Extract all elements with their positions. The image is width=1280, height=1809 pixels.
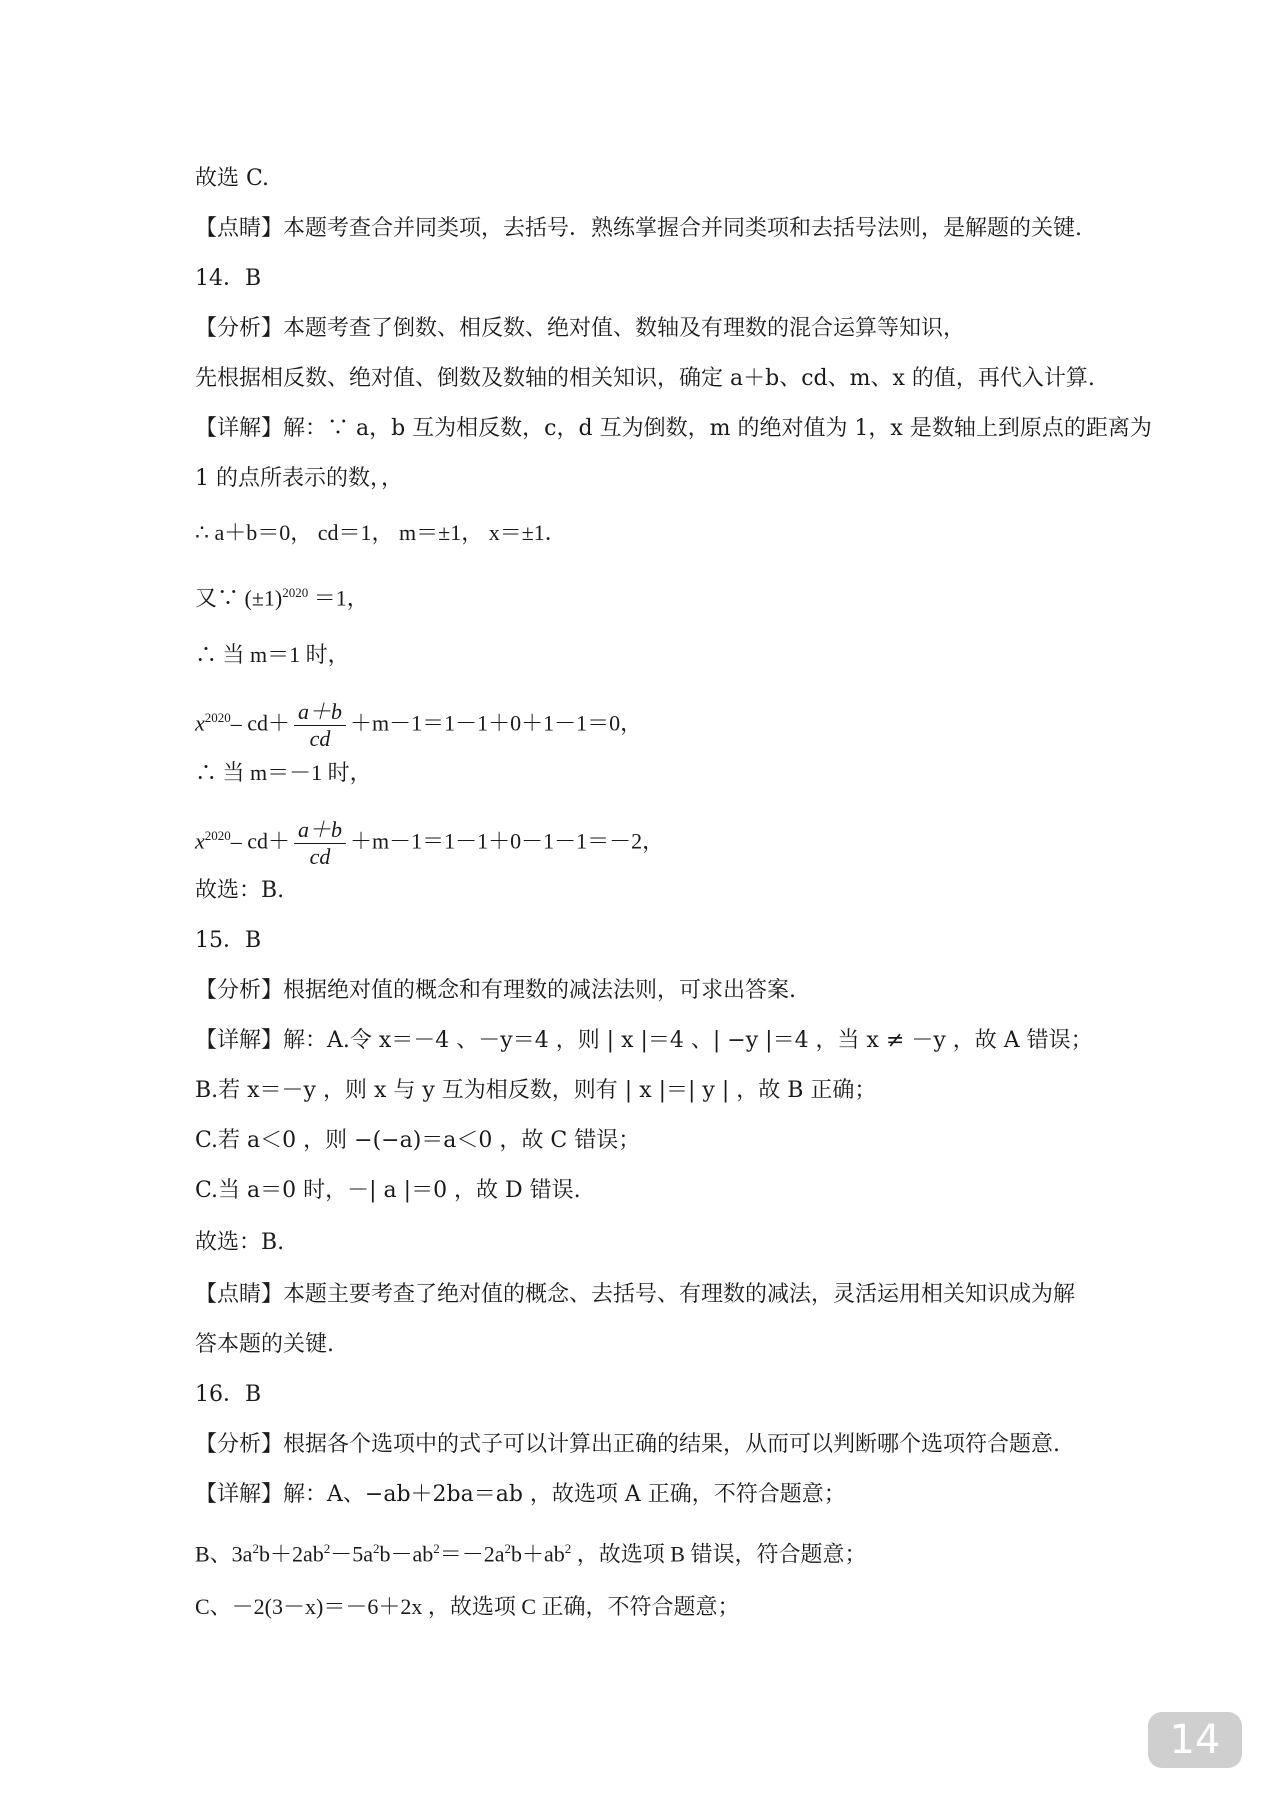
exponent: 2 [564, 1541, 572, 1556]
page-number-badge: 14 [1148, 1712, 1242, 1768]
math-text: x [195, 710, 205, 736]
math-line [195, 1534, 1155, 1569]
exponent: 2 [372, 1541, 380, 1556]
math-line: ∴ 当 m＝－1 时， [195, 760, 372, 785]
text-line: 【分析】根据各个选项中的式子可以计算出正确的结果，从而可以判断哪个选项符合题意. [195, 1432, 1060, 1457]
exponent: 2 [504, 1541, 512, 1556]
text-line: 【分析】根据绝对值的概念和有理数的减法法则，可求出答案. [195, 978, 796, 1003]
math-text: x [195, 828, 205, 854]
text-line: 【分析】本题考查了倒数、相反数、绝对值、数轴及有理数的混合运算等知识， [195, 316, 966, 341]
fraction [294, 817, 346, 870]
fraction-numerator: a＋b [294, 817, 346, 844]
math-text: ，故选项 B 错误，符合题意； [571, 1541, 867, 1567]
math-line [195, 578, 1155, 613]
text-line: C.若 a＜0 ，则 −(−a)＝a＜0 ，故 C 错误； [195, 1128, 641, 1153]
math-text: b＋2ab [258, 1541, 324, 1567]
text-line: 【详解】解：A、−ab＋2ba＝ab ，故选项 A 正确，不符合题意； [195, 1482, 846, 1507]
math-line [195, 688, 1155, 751]
math-text: B、3a [195, 1541, 253, 1567]
exponent: 2020 [204, 710, 231, 725]
math-line: C、－2(3－x)＝－6＋2x ，故选项 C 正确，不符合题意； [195, 1594, 740, 1619]
text-line: C.当 a＝0 时，－| a |＝0 ，故 D 错误. [195, 1178, 581, 1203]
question-number: 16．B [195, 1382, 262, 1407]
math-text: ＝－2a [439, 1541, 505, 1567]
text-line: 【点睛】本题考查合并同类项，去括号．熟练掌握合并同类项和去括号法则，是解题的关键. [195, 216, 1082, 241]
math-text: b＋ab [511, 1541, 565, 1567]
exponent: 2020 [282, 585, 309, 600]
text-line: 1 的点所表示的数，， [195, 466, 403, 491]
fraction [294, 699, 346, 752]
fraction-numerator: a＋b [294, 699, 346, 726]
fraction-denominator: cd [309, 725, 331, 751]
exponent: 2020 [204, 828, 231, 843]
text-line: 故选：B. [195, 878, 285, 903]
math-text: ＋m－1＝1－1＋0－1－1＝－2， [350, 828, 665, 854]
text-line: 【详解】解：∵ a，b 互为相反数，c，d 互为倒数，m 的绝对值为 1，x 是数轴上到原点的距离为 [195, 416, 1152, 441]
exponent: 2 [252, 1541, 259, 1556]
text-line: B.若 x＝－y ，则 x 与 y 互为相反数，则有 | x |＝| y | ，故 B 正确； [195, 1078, 877, 1103]
math-text: ＝1， [308, 585, 369, 611]
question-number: 15．B [195, 928, 262, 953]
text-line: 故选：B. [195, 1230, 285, 1255]
math-text: – cd＋ [230, 710, 291, 736]
text-line: 【点睛】本题主要考查了绝对值的概念、去括号、有理数的减法，灵活运用相关知识成为解 [195, 1282, 1076, 1307]
math-text: ＋m－1＝1－1＋0＋1－1＝0， [350, 710, 643, 736]
math-line: ∴ a＋b＝0， cd＝1， m＝±1， x＝±1． [195, 520, 567, 545]
exponent: 2 [433, 1541, 440, 1556]
exponent: 2 [323, 1541, 331, 1556]
question-number: 14．B [195, 266, 262, 291]
fraction-denominator: cd [309, 843, 331, 869]
text-line: 故选 C. [195, 166, 270, 191]
text-line: 答本题的关键. [195, 1332, 334, 1357]
text-line: 【详解】解：A.令 x＝－4 、－y＝4 ，则 | x |＝4 、| −y |＝4 ，当 x ≠ －y ，故 A 错误； [195, 1028, 1093, 1053]
math-text: 又∵ (±1) [195, 585, 283, 611]
math-text: – cd＋ [230, 828, 291, 854]
text-line: 先根据相反数、绝对值、倒数及数轴的相关知识，确定 a＋b、cd、m、x 的值，再代入计算. [195, 366, 1095, 391]
math-text: －5a [330, 1541, 373, 1567]
math-line: ∴ 当 m＝1 时， [195, 642, 350, 667]
math-text: b－ab [379, 1541, 434, 1567]
math-line [195, 806, 1155, 869]
